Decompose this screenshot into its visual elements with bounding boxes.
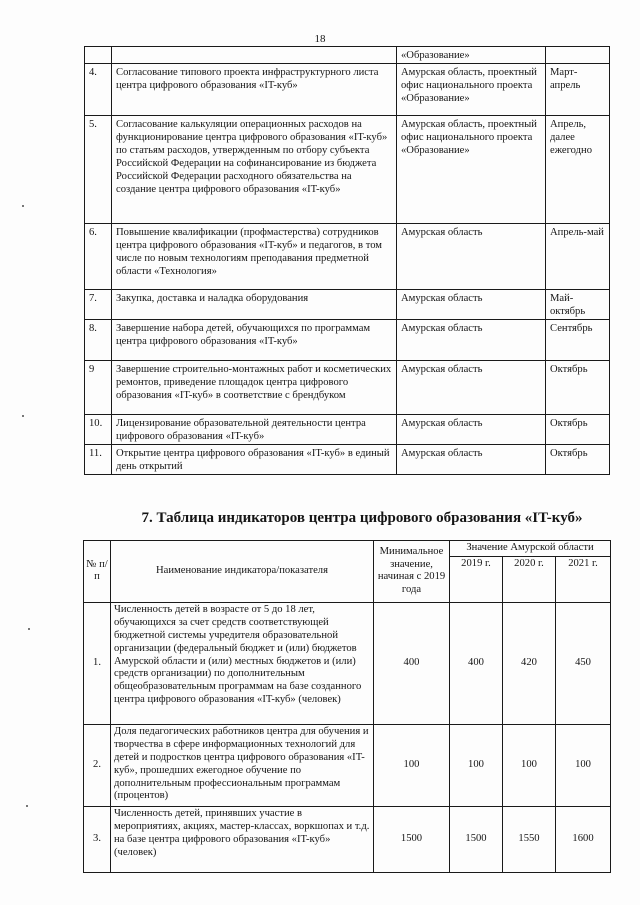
row-responsible: Амурская область (397, 361, 546, 415)
row-period: Апрель, далее ежегодно (546, 116, 610, 224)
table-row (85, 320, 610, 361)
indicator-value-2021: 100 (556, 724, 611, 806)
indicator-number: 3. (84, 806, 111, 872)
row-action: Повышение квалификации (профмастерства) сотрудников центра цифрового образования «IT-куб» и педагогов, в том числе по новым технологиям преподавания предметной области «Технология» (112, 224, 397, 290)
row-responsible: «Образование» (397, 47, 546, 64)
table-row (85, 445, 610, 475)
column-header-2020: 2020 г. (503, 556, 556, 602)
row-responsible: Амурская область (397, 290, 546, 320)
indicators-table (83, 540, 611, 873)
indicator-value-2019: 100 (450, 724, 503, 806)
row-period: Сентябрь (546, 320, 610, 361)
page-number: 18 (314, 33, 326, 45)
indicator-minimum: 400 (374, 602, 450, 724)
table-row (84, 602, 611, 724)
row-responsible: Амурская область (397, 415, 546, 445)
row-number: 7. (85, 290, 112, 320)
scan-speck (22, 205, 24, 207)
scan-speck (26, 805, 28, 807)
indicator-value-2019: 400 (450, 602, 503, 724)
table-row (85, 224, 610, 290)
row-number: 6. (85, 224, 112, 290)
row-number (85, 47, 112, 64)
indicator-value-2020: 420 (503, 602, 556, 724)
indicator-value-2021: 1600 (556, 806, 611, 872)
scan-speck (22, 415, 24, 417)
indicator-name: Доля педагогических работников центра для обучения и творчества в сфере информационных технологий для детей и подростков центра цифрового образования «IT-куб», прошедших ежегодное обучение по дополнительным профессиональным программам (процентов) (111, 724, 374, 806)
row-responsible: Амурская область, проектный офис национального проекта «Образование» (397, 116, 546, 224)
row-action: Закупка, доставка и наладка оборудования (112, 290, 397, 320)
row-responsible: Амурская область (397, 320, 546, 361)
table-row (85, 64, 610, 116)
row-number: 9 (85, 361, 112, 415)
indicator-value-2019: 1500 (450, 806, 503, 872)
indicator-value-2021: 450 (556, 602, 611, 724)
column-header-minimum: Минимальное значение, начиная с 2019 года (374, 541, 450, 603)
row-number: 5. (85, 116, 112, 224)
indicator-minimum: 100 (374, 724, 450, 806)
implementation-plan-table (84, 46, 610, 475)
row-responsible: Амурская область (397, 445, 546, 475)
table-row (85, 290, 610, 320)
indicator-value-2020: 100 (503, 724, 556, 806)
row-number: 4. (85, 64, 112, 116)
table-row (85, 361, 610, 415)
row-action: Завершение набора детей, обучающихся по программам центра цифрового образования «IT-куб» (112, 320, 397, 361)
row-period: Май-октябрь (546, 290, 610, 320)
row-action: Лицензирование образовательной деятельности центра цифрового образования «IT-куб» (112, 415, 397, 445)
row-action: Завершение строительно-монтажных работ и косметических ремонтов, приведение площадок центра цифрового образования «IT-куб» в соответствие с брендбуком (112, 361, 397, 415)
row-responsible: Амурская область (397, 224, 546, 290)
row-action: Согласование калькуляции операционных расходов на функционирование центра цифрового образования «IT-куб» по статьям расходов, утвержденным по отбору субъекта Российской Федерации на софинансирование из бюджета Российской Федерации расходного обязательства на создание центра цифрового образования «IT-куб» (112, 116, 397, 224)
table-row (84, 724, 611, 806)
indicator-number: 2. (84, 724, 111, 806)
row-period: Апрель-май (546, 224, 610, 290)
column-header-2021: 2021 г. (556, 556, 611, 602)
indicator-value-2020: 1550 (503, 806, 556, 872)
row-responsible: Амурская область, проектный офис национального проекта «Образование» (397, 64, 546, 116)
table-row (85, 415, 610, 445)
section-title: 7. Таблица индикаторов центра цифрового образования «IT-куб» (141, 510, 583, 526)
column-header-indicator: Наименование индикатора/показателя (111, 541, 374, 603)
indicator-name: Численность детей в возрасте от 5 до 18 лет, обучающихся за счет средств соответствующей бюджетной системы учредителя образовательной организации (федеральный бюджет и (или) бюджетов Амурской области и (или) местных бюджетов и (или) средств организации) по дополнительным общеобразовательным программам на базе созданного центра цифрового образования «IT-куб» (человек) (111, 602, 374, 724)
row-action: Согласование типового проекта инфраструктурного листа центра цифрового образования «IT-куб» (112, 64, 397, 116)
scan-speck (28, 628, 30, 630)
row-period: Март-апрель (546, 64, 610, 116)
column-header-number: № п/п (84, 541, 111, 603)
indicator-minimum: 1500 (374, 806, 450, 872)
row-action (112, 47, 397, 64)
row-number: 8. (85, 320, 112, 361)
table-row (85, 116, 610, 224)
table-row (84, 806, 611, 872)
indicator-number: 1. (84, 602, 111, 724)
indicator-name: Численность детей, принявших участие в мероприятиях, акциях, мастер-классах, воркшопах и т.д. на базе центра цифрового образования «IT-куб» (человек) (111, 806, 374, 872)
column-header-region-values: Значение Амурской области (450, 541, 611, 557)
row-period: Октябрь (546, 361, 610, 415)
row-period: Октябрь (546, 415, 610, 445)
row-number: 10. (85, 415, 112, 445)
table-row (85, 47, 610, 64)
row-period: Октябрь (546, 445, 610, 475)
row-period (546, 47, 610, 64)
column-header-2019: 2019 г. (450, 556, 503, 602)
header-row (84, 541, 611, 557)
row-action: Открытие центра цифрового образования «IT-куб» в единый день открытий (112, 445, 397, 475)
row-number: 11. (85, 445, 112, 475)
